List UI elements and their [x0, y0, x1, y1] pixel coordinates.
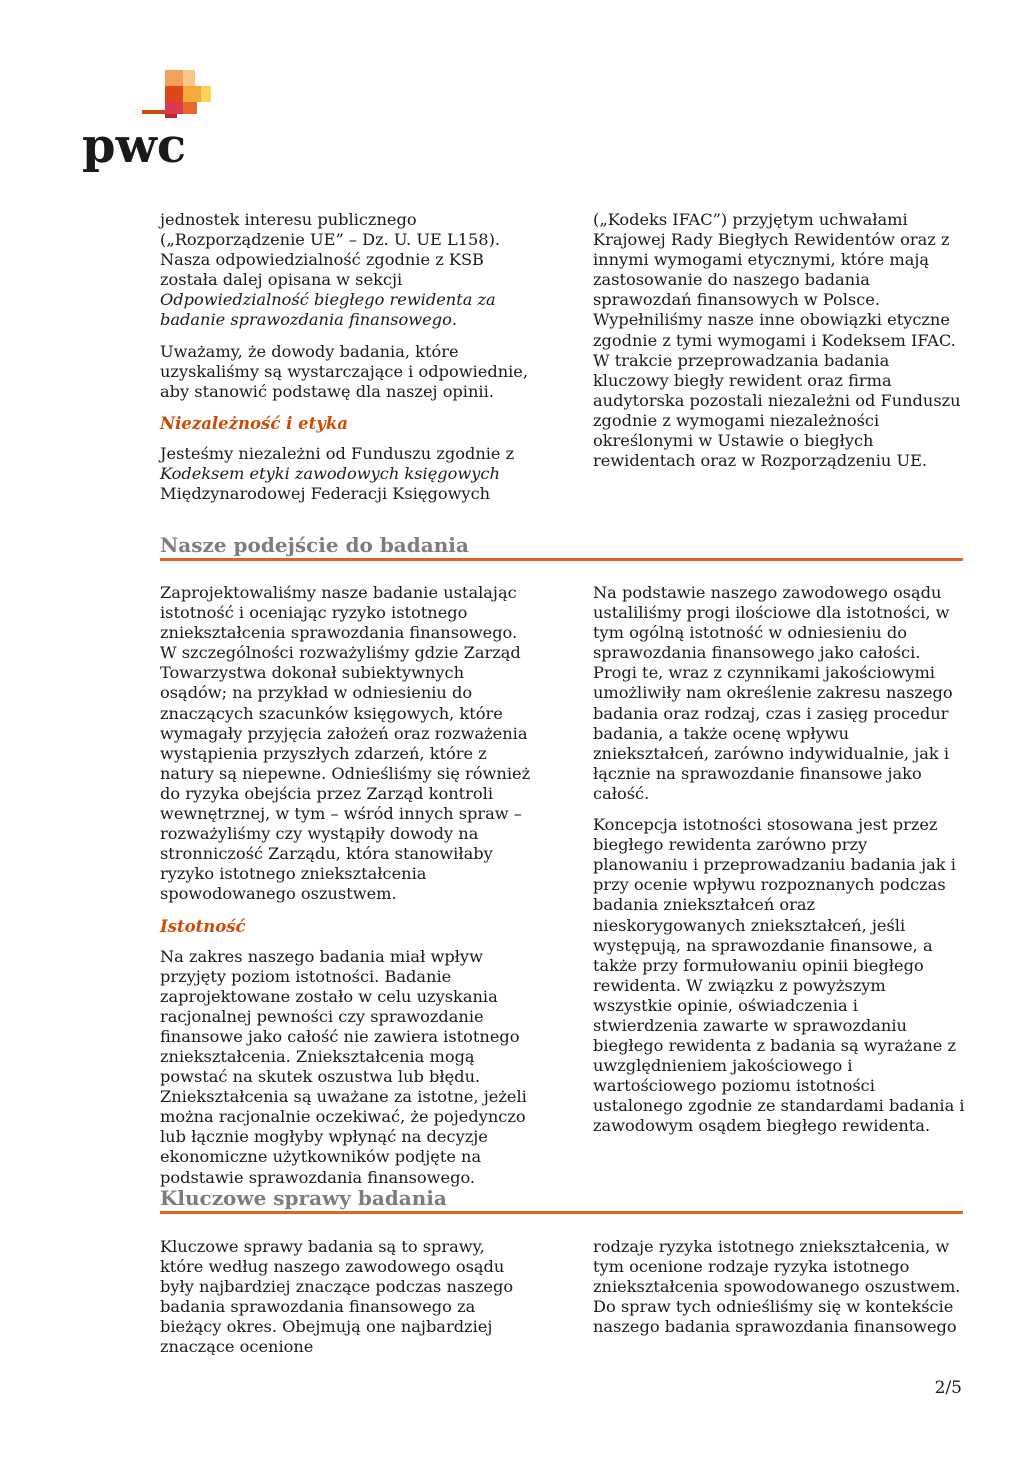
subheading-independence: Niezależność i etyka	[160, 413, 348, 433]
paragraph: rodzaje ryzyka istotnego zniekształcenia, w tym ocenione rodzaje ryzyka istotnego zniekształcenia spowodowanego oszustwem. Do spraw tych odnieśliśmy się w kontekście naszego badania sprawozdania finansowego	[593, 1237, 961, 1337]
paragraph: Uważamy, że dowody badania, które uzyskaliśmy są wystarczające i odpowiednie, aby stanowić podstawę dla naszej opinii.	[160, 341, 529, 401]
paragraph: („Kodeks IFAC”) przyjętym uchwałami Krajowej Rady Biegłych Rewidentów oraz z innymi wymogami etycznymi, które mają zastosowanie do naszego badania sprawozdań finansowych w Polsce. Wypełniliśmy nasze inne obowiązki etyczne zgodnie z tymi wymogami i Kodeksem IFAC. W trakcie przeprowadzania badania kluczowy biegły rewident oraz firma audytorska pozostali niezależni od Funduszu zgodnie z wymogami niezależności określonymi w Ustawie o biegłych rewidentach oraz w Rozporządzeniu UE.	[593, 210, 961, 471]
subheading-materiality: Istotność	[160, 916, 246, 936]
paragraph: Jesteśmy niezależni od Funduszu zgodnie z Kodeksem etyki zawodowych księgowych Międzynarodowej Federacji Księgowych	[160, 443, 515, 504]
paragraph: Kluczowe sprawy badania są to sprawy, które według naszego zawodowego osądu były najbardziej znaczące podczas naszego badania sprawozdania finansowego za bieżący okres. Obejmują one najbardziej znaczące ocenione	[160, 1237, 514, 1357]
section-title-approach: Nasze podejście do badania	[160, 532, 963, 561]
intro-left-column	[160, 210, 532, 504]
paragraph: Zaprojektowaliśmy nasze badanie ustalając istotność i oceniając ryzyko istotnego zniekształcenia sprawozdania finansowego. W szczególności rozważyliśmy gdzie Zarząd Towarzystwa dokonał subiektywnych osądów; na przykład w odniesieniu do znaczących szacunków księgowych, które wymagały przyjęcia założeń oraz rozważenia wystąpienia przyszłych zdarzeń, które z natury są niepewne. Odnieśliśmy się również do ryzyka obejścia przez Zarząd kontroli wewnętrznej, w tym – wśród innych spraw – rozważyliśmy czy wystąpiły dowody na stronniczość Zarządu, która stanowiłaby ryzyko istotnego zniekształcenia spowodowanego oszustwem.	[160, 583, 531, 904]
paragraph: Na podstawie naszego zawodowego osądu ustaliliśmy progi ilościowe dla istotności, w tym ogólną istotność w odniesieniu do sprawozdania finansowego jako całości. Progi te, wraz z czynnikami jakościowymi umożliwiły nam określenie zakresu naszego badania oraz rodzaj, czas i zasięg procedur badania, a także ocenę wpływu zniekształceń, zarówno indywidualnie, jak i łącznie na sprawozdanie finansowe jako całość.	[593, 583, 953, 803]
logo-text: pwc	[82, 118, 187, 174]
intro-right-column	[593, 210, 965, 471]
page-number: 2/5	[934, 1378, 962, 1398]
pwc-logo	[82, 70, 222, 180]
paragraph: jednostek interesu publicznego („Rozporządzenie UE” – Dz. U. UE L158). Nasza odpowiedzialność zgodnie z KSB została dalej opisana w sekcji Odpowiedzialność biegłego rewidenta za badanie sprawozdania finansowego.	[160, 210, 501, 330]
section-title-key-matters: Kluczowe sprawy badania	[160, 1185, 963, 1214]
key-matters-right-column	[593, 1237, 965, 1337]
approach-left-column	[160, 583, 532, 1188]
logo-mark-icon	[142, 70, 211, 118]
approach-right-column	[593, 583, 965, 1137]
paragraph: Na zakres naszego badania miał wpływ przyjęty poziom istotności. Badanie zaprojektowane zostało w celu uzyskania racjonalnej pewności czy sprawozdanie finansowe jako całość nie zawiera istotnego zniekształcenia. Zniekształcenia mogą powstać na skutek oszustwa lub błędu. Zniekształcenia są uważane za istotne, jeżeli można racjonalnie oczekiwać, że pojedynczo lub łącznie mogłyby wpłynąć na decyzje ekonomiczne użytkowników podjęte na podstawie sprawozdania finansowego.	[160, 946, 527, 1187]
paragraph: Koncepcja istotności stosowana jest przez biegłego rewidenta zarówno przy planowaniu i przeprowadzaniu badania jak i przy ocenie wpływu rozpoznanych podczas badania zniekształceń oraz nieskorygowanych zniekształceń, jeśli występują, na sprawozdanie finansowe, a także przy formułowaniu opinii biegłego rewidenta. W związku z powyższym wszystkie opinie, oświadczenia i stwierdzenia zawarte w sprawozdaniu biegłego rewidenta z badania są wyrażane z uwzględnieniem jakościowego i wartościowego poziomu istotności ustalonego zgodnie ze standardami badania i zawodowym osądem biegłego rewidenta.	[593, 815, 965, 1136]
key-matters-left-column	[160, 1237, 532, 1358]
